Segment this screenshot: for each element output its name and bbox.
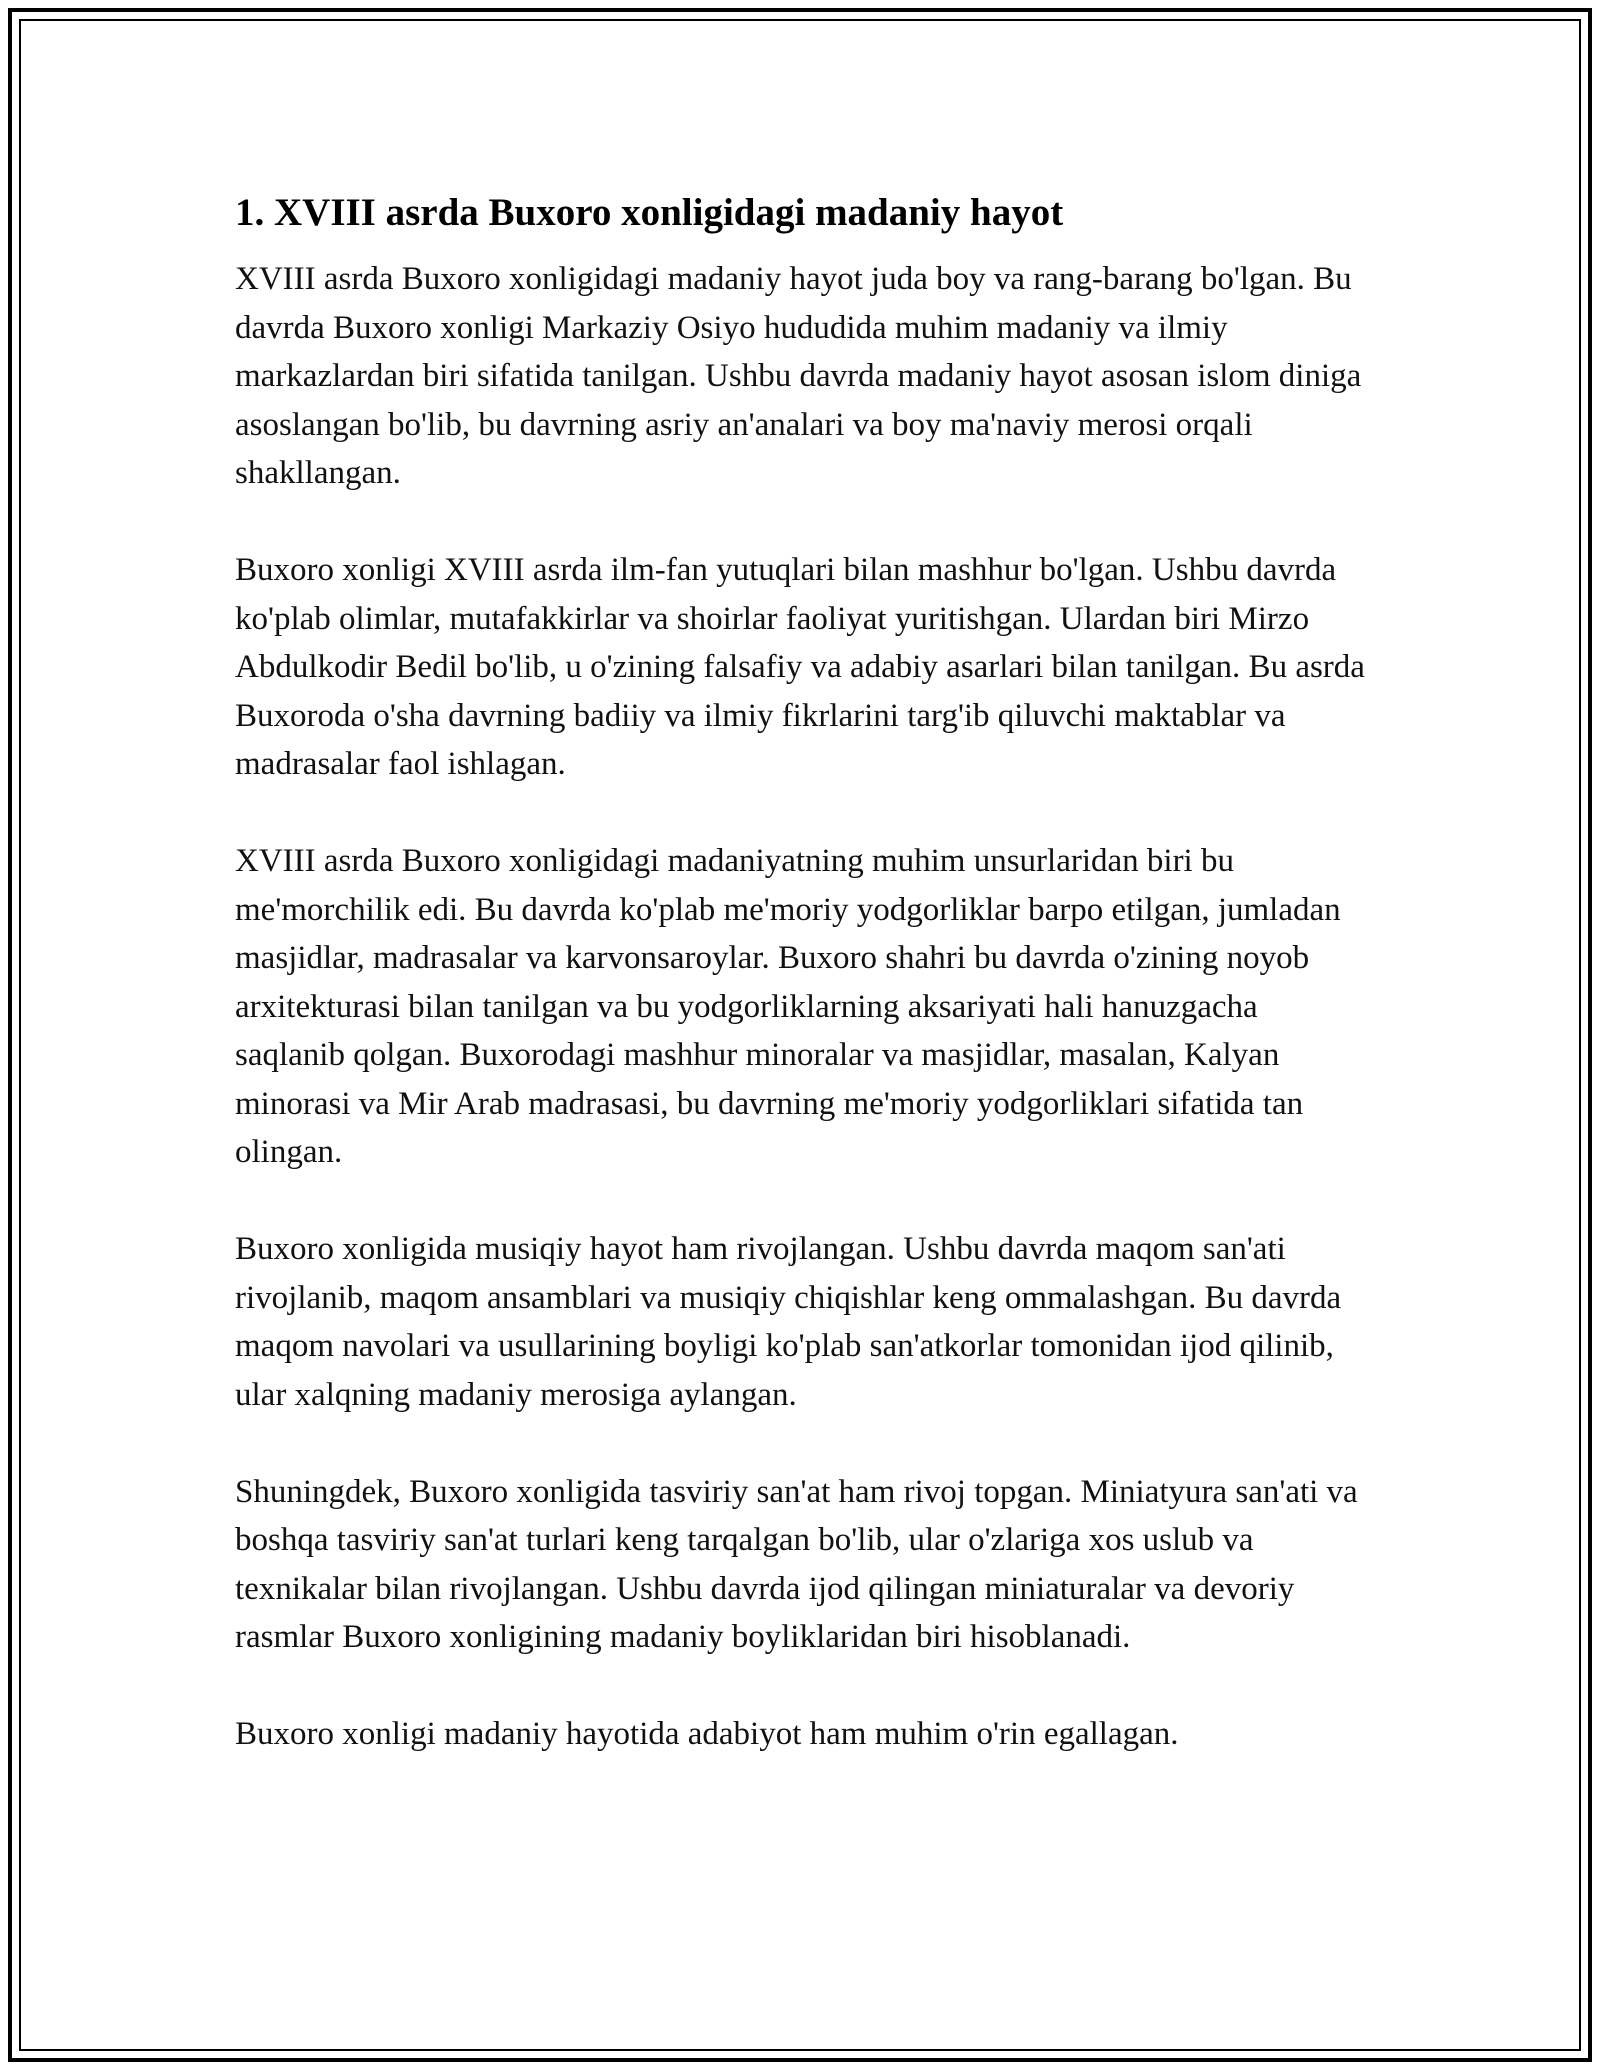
paragraph-literature: Buxoro xonligi madaniy hayotida adabiyot ham muhim o'rin egallagan. [235, 1716, 1179, 1752]
document-body [235, 185, 1375, 1759]
paragraph-music: Buxoro xonligida musiqiy hayot ham rivojlangan. Ushbu davrda maqom san'ati rivojlanib, maqom ansamblari va musiqiy chiqishlar keng ommalashgan. Bu davrda maqom navolari va usullarining boyligi ko'plab san'atkorlar tomonidan ijod qilinib, ular xalqning madaniy merosiga aylangan. [235, 1231, 1342, 1413]
paragraph-fine-art: Shuningdek, Buxoro xonligida tasviriy san'at ham rivoj topgan. Miniatyura san'ati va boshqa tasviriy san'at turlari keng tarqalgan bo'lib, ular o'zlariga xos uslub va texnikalar bilan rivojlangan. Ushbu davrda ijod qilingan miniaturalar va devoriy rasmlar Buxoro xonligining madaniy boyliklaridan biri hisoblanadi. [235, 1473, 1358, 1655]
paragraph-intro: XVIII asrda Buxoro xonligidagi madaniy hayot juda boy va rang-barang bo'lgan. Bu davrda Buxoro xonligi Markaziy Osiyo hududida muhim madaniy va ilmiy markazlardan biri sifatida tanilgan. Ushbu davrda madaniy hayot asosan islom diniga asoslangan bo'lib, bu davrning asriy an'analari va boy ma'naviy merosi orqali shakllangan. [235, 261, 1362, 491]
paragraph-science: Buxoro xonligi XVIII asrda ilm-fan yutuqlari bilan mashhur bo'lgan. Ushbu davrda ko'plab olimlar, mutafakkirlar va shoirlar faoliyat yuritishgan. Ulardan biri Mirzo Abdulkodir Bedil bo'lib, u o'zining falsafiy va adabiy asarlari bilan tanilgan. Bu asrda Buxoroda o'sha davrning badiiy va ilmiy fikrlarini targ'ib qiluvchi maktablar va madrasalar faol ishlagan. [235, 552, 1365, 782]
section-heading: 1. XVIII asrda Buxoro xonligidagi madaniy hayot [235, 191, 1064, 234]
paragraph-architecture: XVIII asrda Buxoro xonligidagi madaniyatning muhim unsurlaridan biri bu me'morchilik edi. Bu davrda ko'plab me'moriy yodgorliklar barpo etilgan, jumladan masjidlar, madrasalar va karvonsaroylar. Buxoro shahri bu davrda o'zining noyob arxitekturasi bilan tanilgan va bu yodgorliklarning aksariyati hali hanuzgacha saqlanib qolgan. Buxorodagi mashhur minoralar va masjidlar, masalan, Kalyan minorasi va Mir Arab madrasasi, bu davrning me'moriy yodgorliklari sifatida tan olingan. [235, 843, 1341, 1170]
